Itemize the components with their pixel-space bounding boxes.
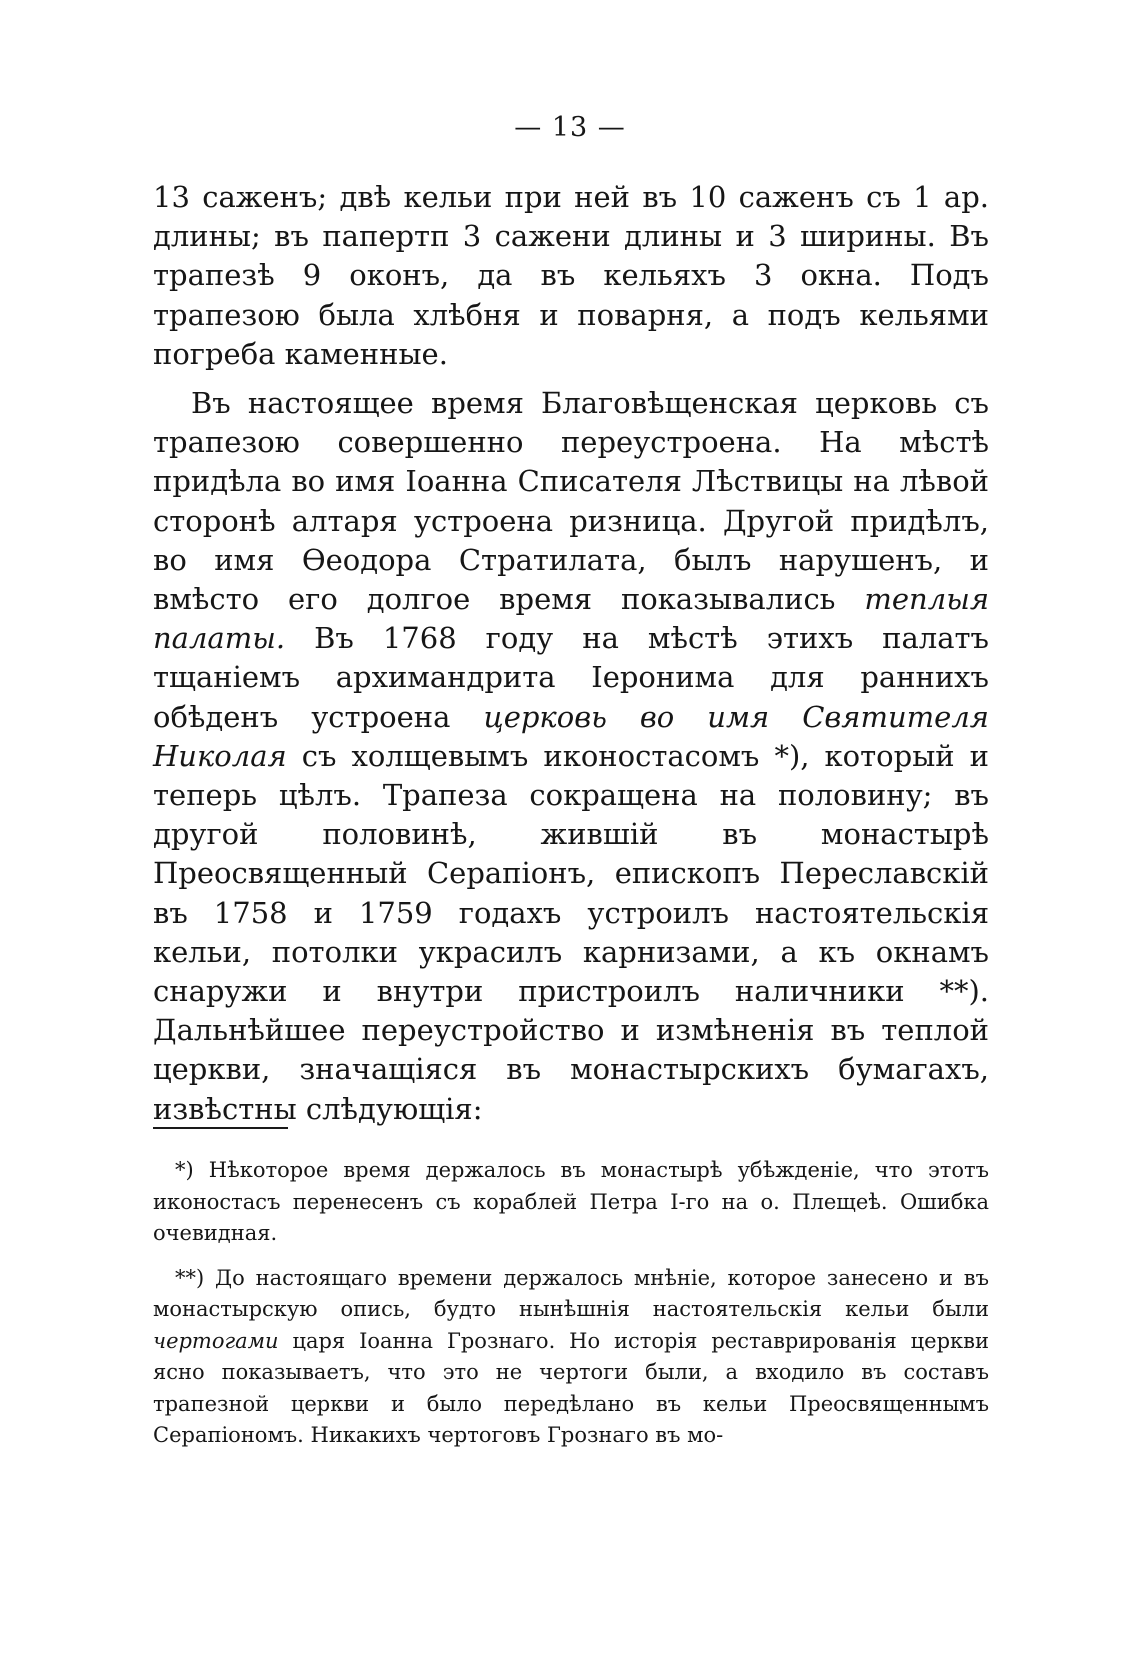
paragraph-2 (153, 384, 989, 1129)
main-text (153, 178, 989, 1129)
footnote-2-italic: чертогами (153, 1328, 279, 1353)
paragraph-2-italic-1: теплыя палаты. (153, 582, 990, 656)
footnote-2-part-1: **) До настоящаго времени держалось мнѣніе, которое занесено и въ монастырскую опись, будто нынѣшнія настоятельскія кельи были (153, 1265, 989, 1321)
footnote-1: *) Нѣкоторое время держалось въ монастырѣ убѣжденіе, что этотъ иконостасъ перенесенъ съ кораблей Петра І-го на о. Плещеѣ. Ошибка очевидная. (153, 1158, 989, 1245)
paragraph-2-part-2: Въ 1768 году на мѣстѣ этихъ палатъ тщаніемъ архимандрита Іеронима для раннихъ обѣденъ устроена (153, 621, 989, 734)
page-number: — 13 — (514, 112, 626, 143)
footnotes (153, 1155, 989, 1452)
paragraph-1: 13 саженъ; двѣ кельи при ней въ 10 саженъ съ 1 ар. длины; въ папертп 3 сажени длины и 3 ширины. Въ трапезѣ 9 оконъ, да въ кельяхъ 3 окна. Подъ трапезою была хлѣбня и поварня, а подъ кельями погреба каменные. (153, 180, 989, 371)
footnote-2 (153, 1263, 989, 1452)
footnote-divider (153, 1127, 288, 1129)
paragraph-2-part-3: съ холщевымъ иконостасомъ *), который и теперь цѣлъ. Трапеза сокращена на половину; въ другой половинѣ, жившій въ монастырѣ Преосвященный Серапіонъ, епископъ Переславскій въ 1758 и 1759 годахъ устроилъ настоятельскія кельи, потолки украсилъ карнизами, а къ окнамъ снаружи и внутри пристроилъ наличники **). Дальнѣйшее переустройство и измѣненія въ теплой церкви, значащіяся въ монастырскихъ бумагахъ, извѣстны слѣдующія: (153, 738, 990, 1126)
paragraph-2-part-1: Въ настоящее время Благовѣщенская церковь съ трапезою совершенно переустроена. На мѣстѣ придѣла во имя Іоанна Списателя Лѣствицы на лѣвой сторонѣ алтаря устроена ризница. Другой придѣлъ, во имя Ѳеодора Стратилата, былъ нарушенъ, и вмѣсто его долгое время показывались (153, 386, 989, 617)
footnote-2-part-2: царя Іоанна Грознаго. Но исторія реставрированія церкви ясно показываетъ, что это не чертоги были, а входило въ составъ трапезной церкви и было передѣлано въ кельи Преосвященнымъ Серапіономъ. Никакихъ чертоговъ Грознаго въ мо- (153, 1328, 989, 1447)
paragraph-2-italic-2: церковь во имя Святителя Николая (153, 699, 990, 773)
